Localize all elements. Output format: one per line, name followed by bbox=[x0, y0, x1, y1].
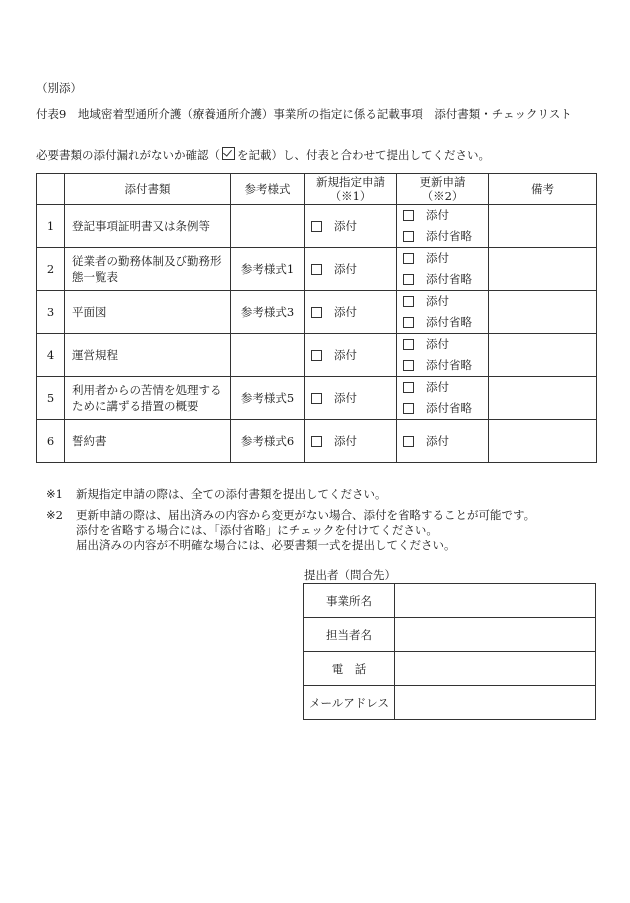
row-remarks[interactable] bbox=[489, 334, 597, 377]
header-new-application bbox=[305, 174, 397, 205]
table-row bbox=[37, 205, 597, 248]
row-document-name: 平面図 bbox=[65, 291, 231, 334]
renewal-application-cell bbox=[397, 334, 489, 377]
checkbox[interactable] bbox=[311, 350, 322, 361]
contact-row bbox=[304, 618, 596, 652]
option-label: 添付 bbox=[426, 380, 449, 394]
renewal-application-cell bbox=[397, 205, 489, 248]
row-number: 4 bbox=[37, 334, 65, 377]
annex-label: （別添） bbox=[36, 81, 82, 95]
table-row bbox=[37, 420, 597, 463]
option-label: 添付省略 bbox=[426, 315, 472, 329]
new-attach-option[interactable] bbox=[311, 216, 396, 237]
note-line: 更新申請の際は、届出済みの内容から変更がない場合、添付を省略することが可能です。 bbox=[76, 508, 536, 522]
note-mark: ※2 bbox=[46, 508, 63, 522]
option-label: 添付 bbox=[426, 294, 449, 308]
contact-caption: 提出者（問合先） bbox=[304, 568, 396, 582]
renewal-omit-option[interactable] bbox=[403, 355, 488, 376]
renewal-omit-option[interactable] bbox=[403, 398, 488, 419]
checkbox[interactable] bbox=[403, 274, 414, 285]
header-ren-line2: （※2） bbox=[421, 189, 464, 203]
option-label: 添付 bbox=[426, 251, 449, 265]
checkbox[interactable] bbox=[311, 436, 322, 447]
note-line: 添付を省略する場合には、「添付省略」にチェックを付けてください。 bbox=[76, 523, 438, 537]
note-line: 新規指定申請の際は、全ての添付書類を提出してください。 bbox=[76, 487, 387, 501]
contact-row bbox=[304, 652, 596, 686]
new-attach-option[interactable] bbox=[311, 302, 396, 323]
renewal-attach-option[interactable] bbox=[403, 205, 488, 226]
row-document-name: 利用者からの苦情を処理するために講ずる措置の概要 bbox=[65, 377, 231, 420]
checkbox[interactable] bbox=[311, 307, 322, 318]
renewal-attach-option[interactable] bbox=[403, 291, 488, 312]
checkbox[interactable] bbox=[311, 264, 322, 275]
row-remarks[interactable] bbox=[489, 205, 597, 248]
option-label: 添付 bbox=[334, 390, 357, 405]
row-remarks[interactable] bbox=[489, 377, 597, 420]
header-ren-line1: 更新申請 bbox=[419, 175, 466, 189]
renewal-application-cell bbox=[397, 248, 489, 291]
note-item bbox=[46, 508, 535, 553]
contact-value[interactable] bbox=[395, 584, 596, 618]
new-attach-option[interactable] bbox=[311, 259, 396, 280]
instruction-text bbox=[36, 147, 490, 163]
new-application-cell bbox=[305, 377, 397, 420]
renewal-application-cell bbox=[397, 291, 489, 334]
checkbox[interactable] bbox=[403, 296, 414, 307]
renewal-attach-option[interactable] bbox=[403, 431, 488, 452]
renewal-attach-option[interactable] bbox=[403, 334, 488, 355]
contact-value[interactable] bbox=[395, 618, 596, 652]
row-remarks[interactable] bbox=[489, 248, 597, 291]
contact-value[interactable] bbox=[395, 686, 596, 720]
table-row bbox=[37, 248, 597, 291]
option-label: 添付 bbox=[334, 261, 357, 276]
contact-label: 電 話 bbox=[304, 652, 395, 686]
row-number: 2 bbox=[37, 248, 65, 291]
option-label: 添付 bbox=[334, 218, 357, 233]
header-new-line1: 新規指定申請 bbox=[316, 175, 385, 189]
row-reference-form: 参考様式1 bbox=[231, 248, 305, 291]
row-number: 5 bbox=[37, 377, 65, 420]
row-reference-form: 参考様式5 bbox=[231, 377, 305, 420]
checkbox[interactable] bbox=[311, 393, 322, 404]
contact-row bbox=[304, 686, 596, 720]
header-renewal-application bbox=[397, 174, 489, 205]
option-label: 添付省略 bbox=[426, 358, 472, 372]
row-reference-form: 参考様式3 bbox=[231, 291, 305, 334]
row-document-name: 誓約書 bbox=[65, 420, 231, 463]
instruction-after: を記載）し、付表と合わせて提出してください。 bbox=[237, 148, 490, 162]
option-label: 添付省略 bbox=[426, 272, 472, 286]
option-label: 添付省略 bbox=[426, 401, 472, 415]
checkbox[interactable] bbox=[403, 403, 414, 414]
row-number: 6 bbox=[37, 420, 65, 463]
option-label: 添付省略 bbox=[426, 229, 472, 243]
contact-label: 担当者名 bbox=[304, 618, 395, 652]
renewal-application-cell bbox=[397, 377, 489, 420]
checked-box-icon bbox=[222, 147, 235, 160]
new-application-cell bbox=[305, 334, 397, 377]
option-label: 添付 bbox=[334, 433, 357, 448]
checkbox[interactable] bbox=[403, 231, 414, 242]
note-line: 届出済みの内容が不明確な場合には、必要書類一式を提出してください。 bbox=[76, 538, 456, 552]
row-reference-form bbox=[231, 334, 305, 377]
row-document-name: 登記事項証明書又は条例等 bbox=[65, 205, 231, 248]
header-no bbox=[37, 174, 65, 205]
note-item bbox=[46, 487, 535, 502]
checkbox[interactable] bbox=[403, 382, 414, 393]
renewal-omit-option[interactable] bbox=[403, 226, 488, 247]
option-label: 添付 bbox=[334, 304, 357, 319]
contact-label: 事業所名 bbox=[304, 584, 395, 618]
option-label: 添付 bbox=[334, 347, 357, 362]
header-remarks: 備考 bbox=[489, 174, 597, 205]
option-label: 添付 bbox=[426, 433, 449, 448]
checkbox[interactable] bbox=[311, 221, 322, 232]
row-remarks[interactable] bbox=[489, 420, 597, 463]
header-document: 添付書類 bbox=[65, 174, 231, 205]
renewal-attach-option[interactable] bbox=[403, 377, 488, 398]
contact-row bbox=[304, 584, 596, 618]
checkbox[interactable] bbox=[403, 210, 414, 221]
renewal-application-cell bbox=[397, 420, 489, 463]
new-application-cell bbox=[305, 420, 397, 463]
instruction-before: 必要書類の添付漏れがないか確認（ bbox=[36, 148, 220, 162]
checkbox[interactable] bbox=[403, 317, 414, 328]
page-title: 付表9 地域密着型通所介護（療養通所介護）事業所の指定に係る記載事項 添付書類・チェックリスト bbox=[36, 107, 572, 121]
checkbox[interactable] bbox=[403, 360, 414, 371]
row-reference-form: 参考様式6 bbox=[231, 420, 305, 463]
new-attach-option[interactable] bbox=[311, 345, 396, 366]
checkbox[interactable] bbox=[403, 253, 414, 264]
table-row bbox=[37, 291, 597, 334]
new-attach-option[interactable] bbox=[311, 388, 396, 409]
row-number: 3 bbox=[37, 291, 65, 334]
row-remarks[interactable] bbox=[489, 291, 597, 334]
row-document-name: 従業者の勤務体制及び勤務形態一覧表 bbox=[65, 248, 231, 291]
header-reference-form: 参考様式 bbox=[231, 174, 305, 205]
note-mark: ※1 bbox=[46, 487, 63, 501]
header-new-line2: （※1） bbox=[329, 189, 372, 203]
notes-section bbox=[46, 487, 535, 553]
checkbox[interactable] bbox=[403, 339, 414, 350]
renewal-omit-option[interactable] bbox=[403, 269, 488, 290]
contact-value[interactable] bbox=[395, 652, 596, 686]
contact-label: メールアドレス bbox=[304, 686, 395, 720]
row-document-name: 運営規程 bbox=[65, 334, 231, 377]
row-reference-form bbox=[231, 205, 305, 248]
option-label: 添付 bbox=[426, 208, 449, 222]
table-header-row bbox=[37, 174, 597, 205]
attachment-checklist-table bbox=[36, 173, 597, 463]
renewal-attach-option[interactable] bbox=[403, 248, 488, 269]
option-label: 添付 bbox=[426, 337, 449, 351]
contact-table bbox=[303, 583, 596, 720]
new-application-cell bbox=[305, 205, 397, 248]
renewal-omit-option[interactable] bbox=[403, 312, 488, 333]
new-application-cell bbox=[305, 291, 397, 334]
row-number: 1 bbox=[37, 205, 65, 248]
table-row bbox=[37, 377, 597, 420]
new-application-cell bbox=[305, 248, 397, 291]
table-row bbox=[37, 334, 597, 377]
new-attach-option[interactable] bbox=[311, 431, 396, 452]
checkbox[interactable] bbox=[403, 436, 414, 447]
